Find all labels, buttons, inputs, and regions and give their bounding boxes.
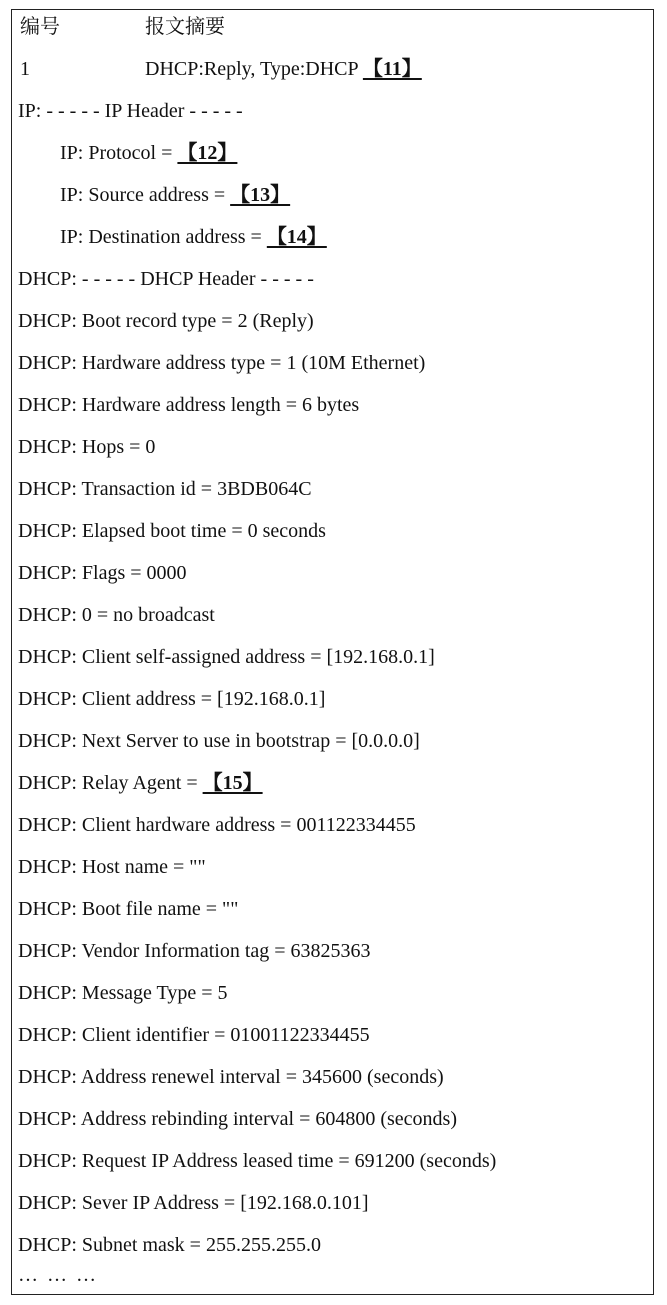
blank-14: 【14】 bbox=[266, 226, 327, 248]
dhcp-line: DHCP: Elapsed boot time = 0 seconds bbox=[18, 520, 326, 542]
dhcp-line: DHCP: 0 = no broadcast bbox=[18, 604, 215, 626]
blank-13: 【13】 bbox=[230, 184, 291, 206]
packet-summary-text: DHCP:Reply, Type:DHCP bbox=[145, 58, 363, 80]
ip-protocol-line bbox=[60, 141, 237, 165]
blank-12: 【12】 bbox=[177, 142, 238, 164]
dhcp-line: DHCP: Client hardware address = 001122334455 bbox=[18, 814, 416, 836]
table-header bbox=[20, 15, 225, 39]
packet-summary-table bbox=[11, 9, 654, 1295]
ip-destination-label: IP: Destination address = bbox=[60, 226, 267, 248]
dhcp-line: DHCP: Flags = 0000 bbox=[18, 562, 187, 584]
dhcp-line: DHCP: Message Type = 5 bbox=[18, 982, 228, 1004]
ip-source-line bbox=[60, 183, 290, 207]
packet-row bbox=[20, 57, 422, 81]
dhcp-line: DHCP: Address renewel interval = 345600 (seconds) bbox=[18, 1066, 444, 1088]
dhcp-line: DHCP: Boot file name = "" bbox=[18, 898, 239, 920]
column-summary-header: 报文摘要 bbox=[145, 16, 225, 38]
dhcp-line: DHCP: Request IP Address leased time = 691200 (seconds) bbox=[18, 1150, 497, 1172]
continuation-ellipsis: … … … bbox=[18, 1264, 98, 1286]
dhcp-line: DHCP: Next Server to use in bootstrap = [0.0.0.0] bbox=[18, 730, 420, 752]
dhcp-line: DHCP: Hardware address length = 6 bytes bbox=[18, 394, 360, 416]
ip-header-title: IP: - - - - - IP Header - - - - - bbox=[18, 100, 243, 122]
packet-summary bbox=[145, 57, 422, 81]
dhcp-line: DHCP: Client address = [192.168.0.1] bbox=[18, 688, 326, 710]
dhcp-line: DHCP: Address rebinding interval = 604800 (seconds) bbox=[18, 1108, 458, 1130]
dhcp-line: DHCP: Hops = 0 bbox=[18, 436, 156, 458]
dhcp-line: DHCP: Sever IP Address = [192.168.0.101] bbox=[18, 1192, 369, 1214]
ip-destination-line bbox=[60, 225, 327, 249]
dhcp-relay-line bbox=[18, 771, 263, 795]
ip-protocol-label: IP: Protocol = bbox=[60, 142, 178, 164]
blank-15: 【15】 bbox=[202, 772, 263, 794]
ip-source-label: IP: Source address = bbox=[60, 184, 231, 206]
blank-11: 【11】 bbox=[362, 58, 422, 80]
column-id-header: 编号 bbox=[20, 16, 60, 38]
dhcp-line: DHCP: Subnet mask = 255.255.255.0 bbox=[18, 1234, 321, 1256]
dhcp-header-title: DHCP: - - - - - DHCP Header - - - - - bbox=[18, 268, 314, 290]
dhcp-line: DHCP: Client self-assigned address = [192.168.0.1] bbox=[18, 646, 435, 668]
dhcp-line: DHCP: Host name = "" bbox=[18, 856, 206, 878]
dhcp-line: DHCP: Hardware address type = 1 (10M Ethernet) bbox=[18, 352, 426, 374]
dhcp-line: DHCP: Vendor Information tag = 63825363 bbox=[18, 940, 371, 962]
dhcp-line: DHCP: Boot record type = 2 (Reply) bbox=[18, 310, 314, 332]
packet-id: 1 bbox=[20, 58, 30, 80]
dhcp-relay-label: DHCP: Relay Agent = bbox=[18, 772, 203, 794]
dhcp-line: DHCP: Transaction id = 3BDB064C bbox=[18, 478, 312, 500]
dhcp-line: DHCP: Client identifier = 01001122334455 bbox=[18, 1024, 370, 1046]
